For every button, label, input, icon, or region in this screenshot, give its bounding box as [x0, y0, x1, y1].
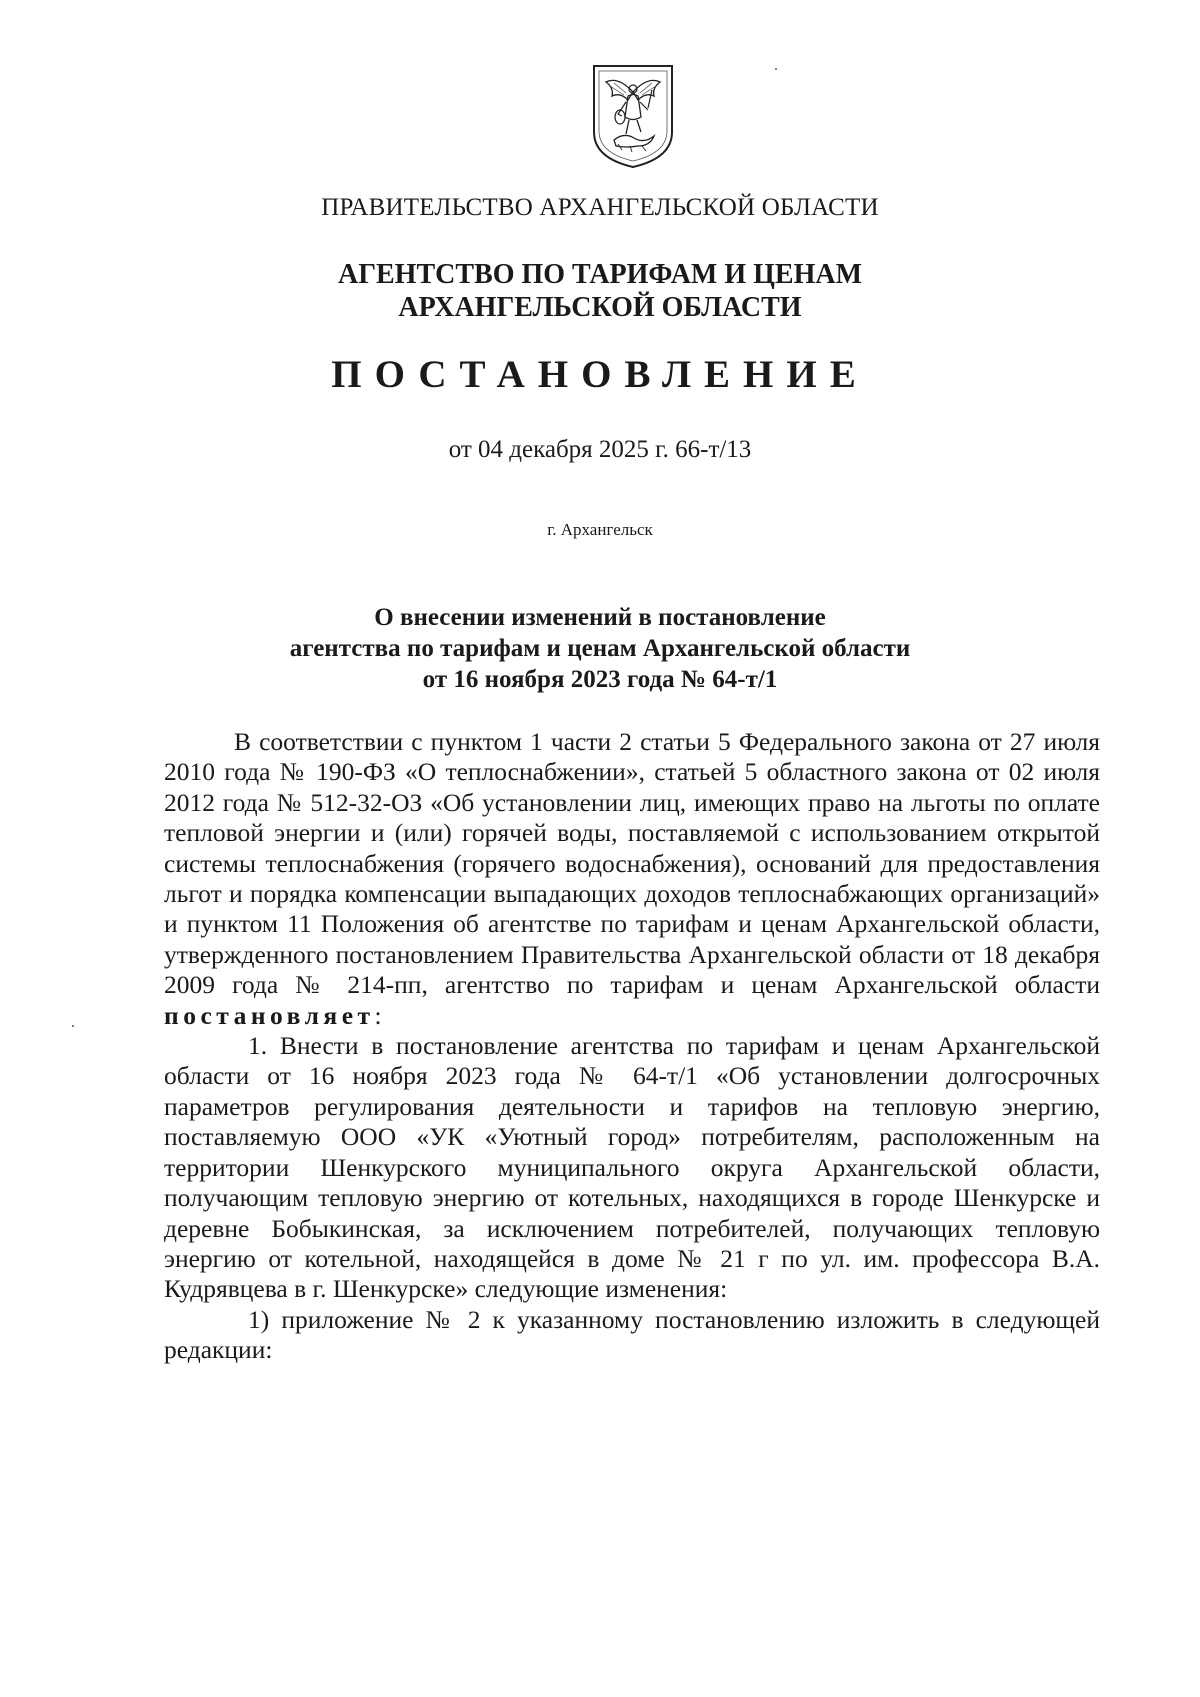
preamble-text: В соответствии с пунктом 1 части 2 статьи 5 Федерального закона от 27 июля 2010 года № 190-ФЗ «О теплоснабжении», статьей 5 областного закона от 02 июля 2012 года № 512-32-ОЗ «Об установлении лиц, имеющих право на льготы по оплате тепловой энергии и (или) горячей воды, поставляемой с использованием открытой системы теплоснабжения (горячего водоснабжения), оснований для предоставления льгот и порядка компенсации выпадающих доходов теплоснабжающих организаций» и пунктом 11 Положения об агентстве по тарифам и ценам Архангельской области, утвержденного постановлением Правительства Архангельской области от 18 декабря 2009 года № 214-пп, агентство по тарифам и ценам Архангельской области	[164, 727, 1100, 1000]
document-body	[164, 727, 1100, 1366]
subject-line3: от 16 ноября 2023 года № 64-т/1	[422, 666, 778, 693]
agency-heading-line1: АГЕНТСТВО ПО ТАРИФАМ И ЦЕНАМ	[337, 259, 863, 290]
resolves-word: постановляет	[164, 1000, 375, 1030]
scan-speck	[72, 1025, 74, 1027]
subject-line1: О внесении изменений в постановление	[374, 604, 826, 631]
document-subject	[0, 602, 1200, 695]
subject-line2: агентства по тарифам и ценам Архангельской области	[289, 635, 911, 662]
subitem-1-paragraph: 1) приложение № 2 к указанному постановлению изложить в следующей редакции:	[164, 1304, 1100, 1365]
document-date-number: от 04 декабря 2025 г. 66-т/13	[448, 436, 752, 463]
coat-of-arms-emblem	[588, 62, 678, 170]
document-type-title: ПОСТАНОВЛЕНИЕ	[331, 353, 869, 396]
item-1-paragraph: 1. Внести в постановление агентства по тарифам и ценам Архангельской области от 16 ноября 2023 года № 64-т/1 «Об установлении долгосрочных параметров регулирования деятельности и тарифов на тепловую энергию, поставляемую ООО «УК «Уютный город» потребителям, расположенным на территории Шенкурского муниципального округа Архангельской области, получающим тепловую энергию от котельных, находящихся в городе Шенкурске и деревне Бобыкинская, за исключением потребителей, получающих тепловую энергию от котельной, находящейся в доме № 21 г по ул. им. профессора В.А. Кудрявцева в г. Шенкурске» следующие изменения:	[164, 1031, 1100, 1304]
resolves-colon: :	[374, 1000, 382, 1030]
preamble-paragraph	[164, 727, 1100, 1031]
government-heading: ПРАВИТЕЛЬСТВО АРХАНГЕЛЬСКОЙ ОБЛАСТИ	[321, 194, 879, 221]
document-city: г. Архангельск	[547, 520, 653, 539]
agency-heading	[0, 258, 1200, 324]
scan-speck	[775, 68, 777, 70]
agency-heading-line2: АРХАНГЕЛЬСКОЙ ОБЛАСТИ	[398, 292, 802, 323]
